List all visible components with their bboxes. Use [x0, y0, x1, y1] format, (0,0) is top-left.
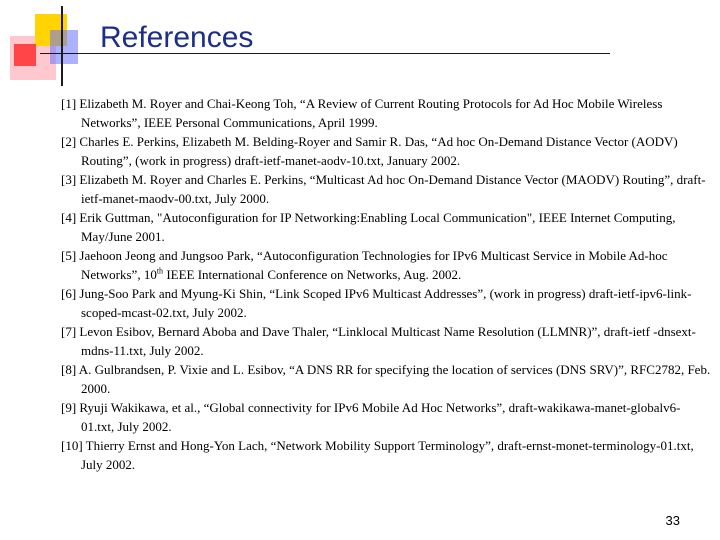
- reference-5-text: [5] Jaehoon Jeong and Jungsoo Park, “Autoconfiguration Technologies for IPv6 Multicast Service in Mobile Ad-hoc Networks”, 10: [61, 248, 668, 282]
- reference-item-3: [3] Elizabeth M. Royer and Charles E. Perkins, “Multicast Ad hoc On-Demand Distance Vector (MAODV) Routing”, draft-ietf-manet-maodv-00.txt, July 2000.: [61, 172, 706, 206]
- slide-title: References: [100, 21, 254, 54]
- reference-list: [61, 94, 711, 474]
- reference-item-1: [1] Elizabeth M. Royer and Chai-Keong Toh, “A Review of Current Routing Protocols for Ad Hoc Mobile Wireless Networks”, IEEE Personal Communications, April 1999.: [61, 96, 663, 130]
- reference-item-10: [10] Thierry Ernst and Hong-Yon Lach, “Network Mobility Support Terminology”, draft-ernst-monet-terminology-01.txt, July 2002.: [61, 438, 694, 472]
- decorative-vertical-line: [61, 6, 63, 86]
- reference-item-6: [6] Jung-Soo Park and Myung-Ki Shin, “Link Scoped IPv6 Multicast Addresses”, (work in progress) draft-ietf-ipv6-link-scoped-mcast-02.txt, July 2002.: [61, 286, 692, 320]
- reference-item-7: [7] Levon Esibov, Bernard Aboba and Dave Thaler, “Linklocal Multicast Name Resolution (LLMNR)”, draft-ietf -dnsext-mdns-11.txt, July 2002.: [61, 324, 696, 358]
- reference-5-text-end: IEEE International Conference on Networks, Aug. 2002.: [163, 267, 462, 282]
- reference-item-2: [2] Charles E. Perkins, Elizabeth M. Belding-Royer and Samir R. Das, “Ad hoc On-Demand Distance Vector (AODV) Routing”, (work in progress) draft-ietf-manet-aodv-10.txt, January 2002.: [61, 134, 678, 168]
- decorative-red-square: [14, 44, 36, 66]
- reference-item-9: [9] Ryuji Wakikawa, et al., “Global connectivity for IPv6 Mobile Ad Hoc Networks”, draft-wakikawa-manet-globalv6-01.txt, July 2002.: [61, 400, 681, 434]
- page-number: 33: [665, 513, 680, 528]
- reference-5-superscript: th: [156, 266, 164, 276]
- reference-item-8: [8] A. Gulbrandsen, P. Vixie and L. Esibov, “A DNS RR for specifying the location of services (DNS SRV)”, RFC2782, Feb. 2000.: [61, 362, 711, 396]
- decorative-blue-square: [50, 30, 78, 64]
- reference-item-4: [4] Erik Guttman, "Autoconfiguration for IP Networking:Enabling Local Communication", IEEE Internet Computing, May/June 2001.: [61, 210, 676, 244]
- reference-item-5: [61, 246, 711, 284]
